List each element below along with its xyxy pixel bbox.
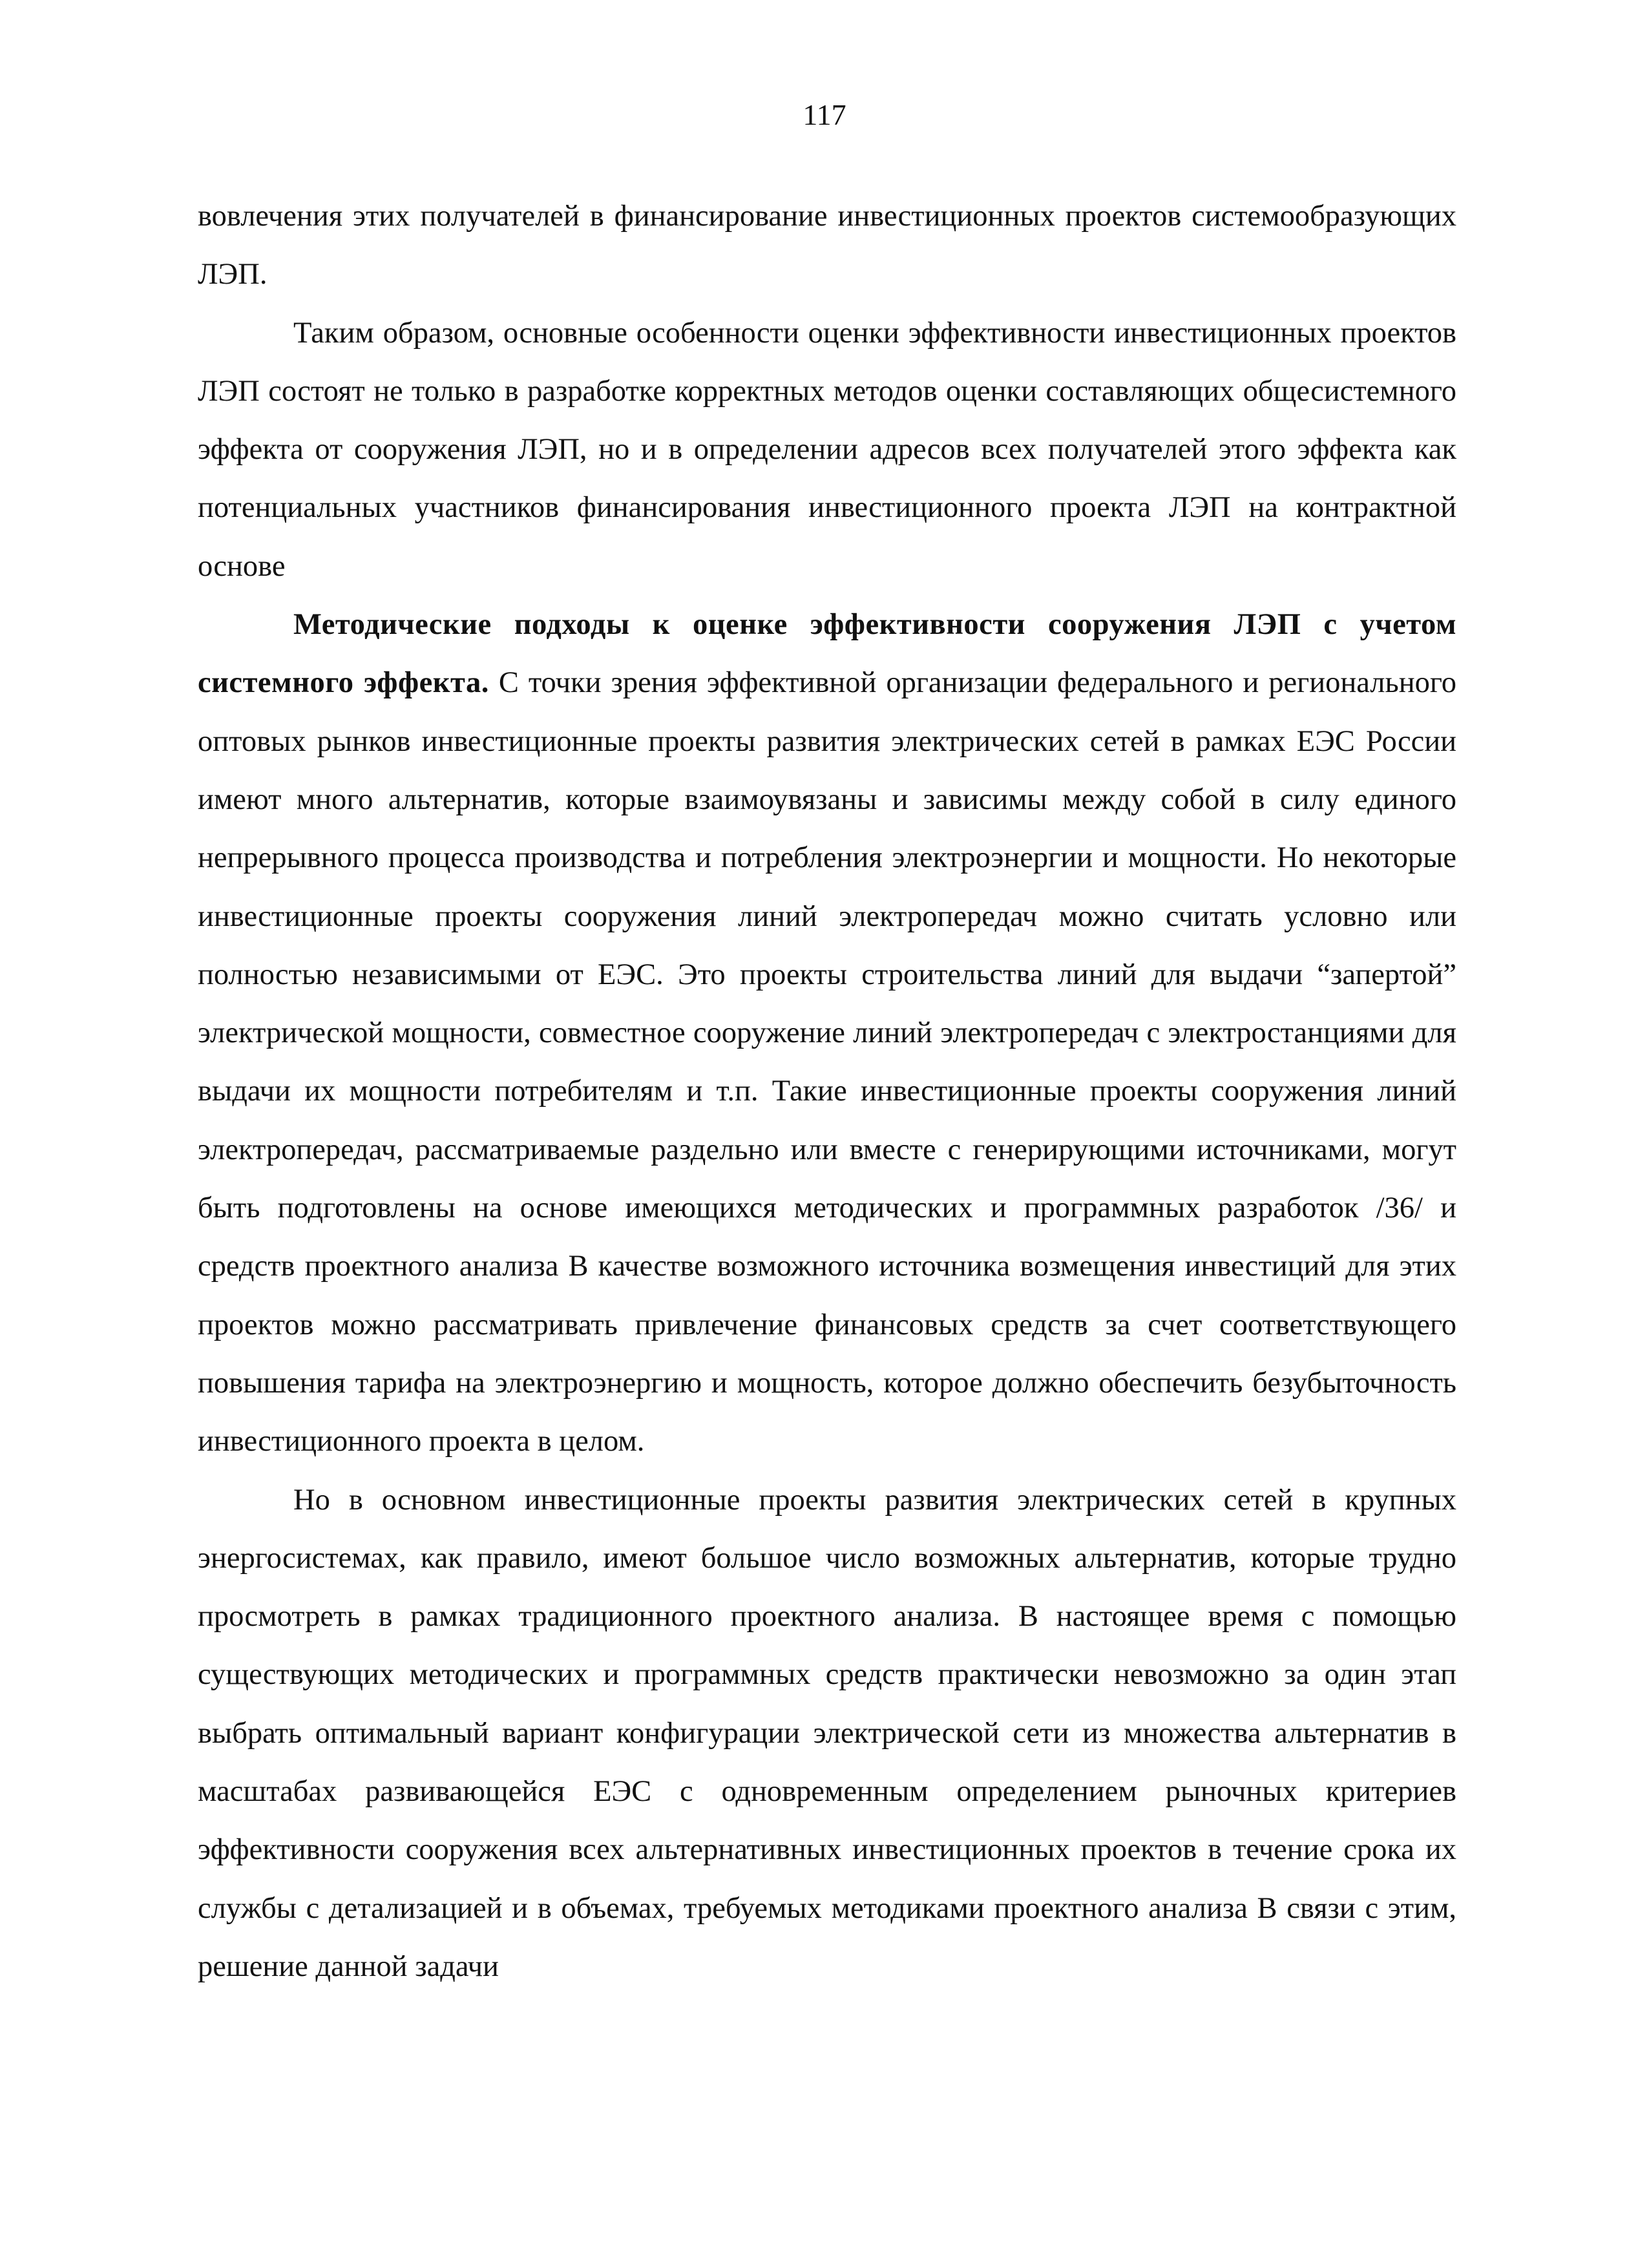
- paragraph-methodical-text: С точки зрения эффективной организации федерального и регионального оптовых рынков инвестиционные проекты развития электрических сетей в рамках ЕЭС России имеют много альтернатив, которые взаимоувязаны и зависимы между собой в силу единого непрерывного процесса производства и потребления электроэнергии и мощности. Но некоторые инвестиционные проекты сооружения линий электропередач можно считать условно или полностью независимыми от ЕЭС. Это проекты строительства линий для выдачи “запертой” электрической мощности, совместное сооружение линий электропередач с электростанциями для выдачи их мощности потребителям и т.п. Такие инвестиционные проекты сооружения линий электропередач, рассматриваемые раздельно или вместе с генерирующими источниками, могут быть подготовлены на основе имеющихся методических и программных разработок /36/ и средств проектного анализа В качестве возможного источника возмещения инвестиций для этих проектов можно рассматривать привлечение финансовых средств за счет соответствующего повышения тарифа на электроэнергию и мощность, которое должно обеспечить безубыточность инвестиционного проекта в целом.: [198, 666, 1457, 1458]
- document-body: [198, 187, 1456, 1996]
- section-heading-inline: Методические подходы к оценке эффективности сооружения ЛЭП с учетом системного эффекта.: [198, 608, 1456, 700]
- paragraph-continuation: вовлечения этих получателей в финансирование инвестиционных проектов системообразующих ЛЭП.: [198, 200, 1456, 291]
- paragraph-features-summary: Таким образом, основные особенности оценки эффективности инвестиционных проектов ЛЭП состоят не только в разработке корректных методов оценки составляющих общесистемного эффекта от сооружения ЛЭП, но и в определении адресов всех получателей этого эффекта как потенциальных участников финансирования инвестиционного проекта ЛЭП на контрактной основе: [198, 316, 1456, 583]
- paragraph-methodical-approaches: [198, 596, 1456, 1471]
- paragraph-large-systems: Но в основном инвестиционные проекты развития электрических сетей в крупных энергосистемах, как правило, имеют большое число возможных альтернатив, которые трудно просмотреть в рамках традиционного проектного анализа. В настоящее время с помощью существующих методических и программных средств практически невозможно за один этап выбрать оптимальный вариант конфигурации электрической сети из множества альтернатив в масштабах развивающейся ЕЭС с одновременным определением рыночных критериев эффективности сооружения всех альтернативных инвестиционных проектов в течение срока их службы с детализацией и в объемах, требуемых методиками проектного анализа В связи с этим, решение данной задачи: [198, 1483, 1456, 1983]
- page-number: 117: [803, 98, 846, 131]
